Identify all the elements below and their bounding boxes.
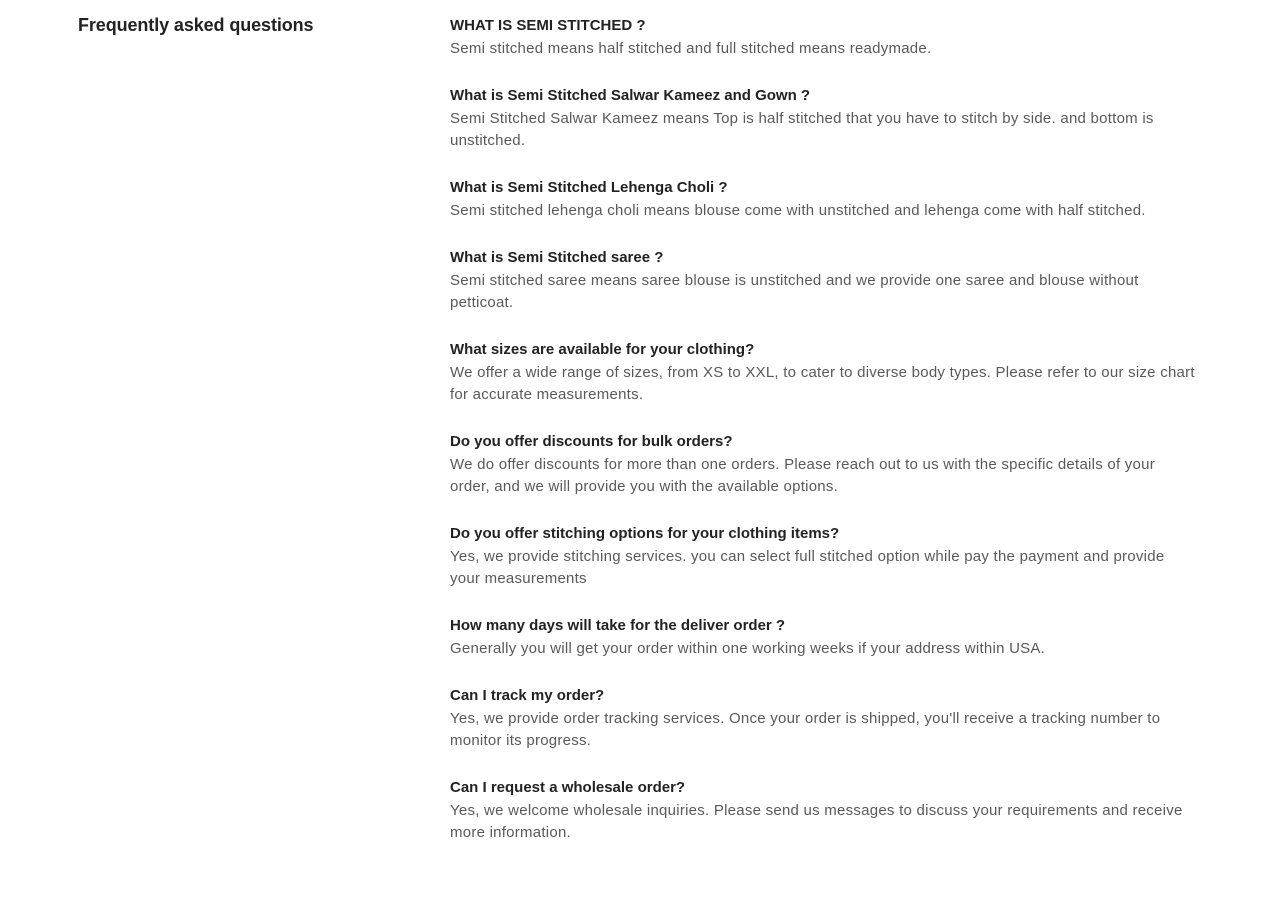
faq-question: WHAT IS SEMI STITCHED ? xyxy=(450,17,646,34)
faq-answer: Generally you will get your order within one working weeks if your address within USA. xyxy=(450,640,1046,657)
faq-answer: Yes, we welcome wholesale inquiries. Please send us messages to discuss your requirements and receive more information. xyxy=(450,802,1183,841)
faq-answer: Semi stitched lehenga choli means blouse come with unstitched and lehenga come with half stitched. xyxy=(450,202,1146,219)
faq-item-lehenga-choli xyxy=(450,177,1196,222)
faq-question: Do you offer stitching options for your clothing items? xyxy=(450,525,840,542)
faq-answer: Semi stitched saree means saree blouse is unstitched and we provide one saree and blouse without petticoat. xyxy=(450,272,1139,311)
faq-answer: We offer a wide range of sizes, from XS to XXL, to cater to diverse body types. Please refer to our size chart for accurate measurements. xyxy=(450,364,1195,403)
faq-question: What is Semi Stitched saree ? xyxy=(450,249,664,266)
faq-question: What is Semi Stitched Salwar Kameez and Gown ? xyxy=(450,87,811,104)
faq-answer: Semi Stitched Salwar Kameez means Top is half stitched that you have to stitch by side. and bottom is unstitched. xyxy=(450,110,1154,149)
faq-answer: We do offer discounts for more than one orders. Please reach out to us with the specific details of your order, and we will provide you with the available options. xyxy=(450,456,1155,495)
faq-heading: Frequently asked questions xyxy=(78,15,314,35)
faq-item-salwar-kameez xyxy=(450,85,1196,152)
faq-question: What is Semi Stitched Lehenga Choli ? xyxy=(450,179,728,196)
faq-item-stitching-options xyxy=(450,523,1196,590)
faq-question: What sizes are available for your clothing? xyxy=(450,341,755,358)
faq-answer: Yes, we provide stitching services. you can select full stitched option while pay the payment and provide your measurements xyxy=(450,548,1165,587)
faq-question: Do you offer discounts for bulk orders? xyxy=(450,433,733,450)
faq-item-wholesale xyxy=(450,777,1196,844)
faq-item-semi-stitched xyxy=(450,15,1196,60)
faq-question: Can I track my order? xyxy=(450,687,605,704)
faq-item-delivery-time xyxy=(450,615,1196,660)
faq-question: How many days will take for the deliver order ? xyxy=(450,617,786,634)
faq-question: Can I request a wholesale order? xyxy=(450,779,686,796)
faq-answer: Semi stitched means half stitched and full stitched means readymade. xyxy=(450,40,932,57)
faq-answer: Yes, we provide order tracking services. Once your order is shipped, you'll receive a tracking number to monitor its progress. xyxy=(450,710,1161,749)
faq-item-bulk-discounts xyxy=(450,431,1196,498)
faq-item-saree xyxy=(450,247,1196,314)
faq-item-order-tracking xyxy=(450,685,1196,752)
faq-list xyxy=(450,15,1196,869)
faq-item-sizes xyxy=(450,339,1196,406)
